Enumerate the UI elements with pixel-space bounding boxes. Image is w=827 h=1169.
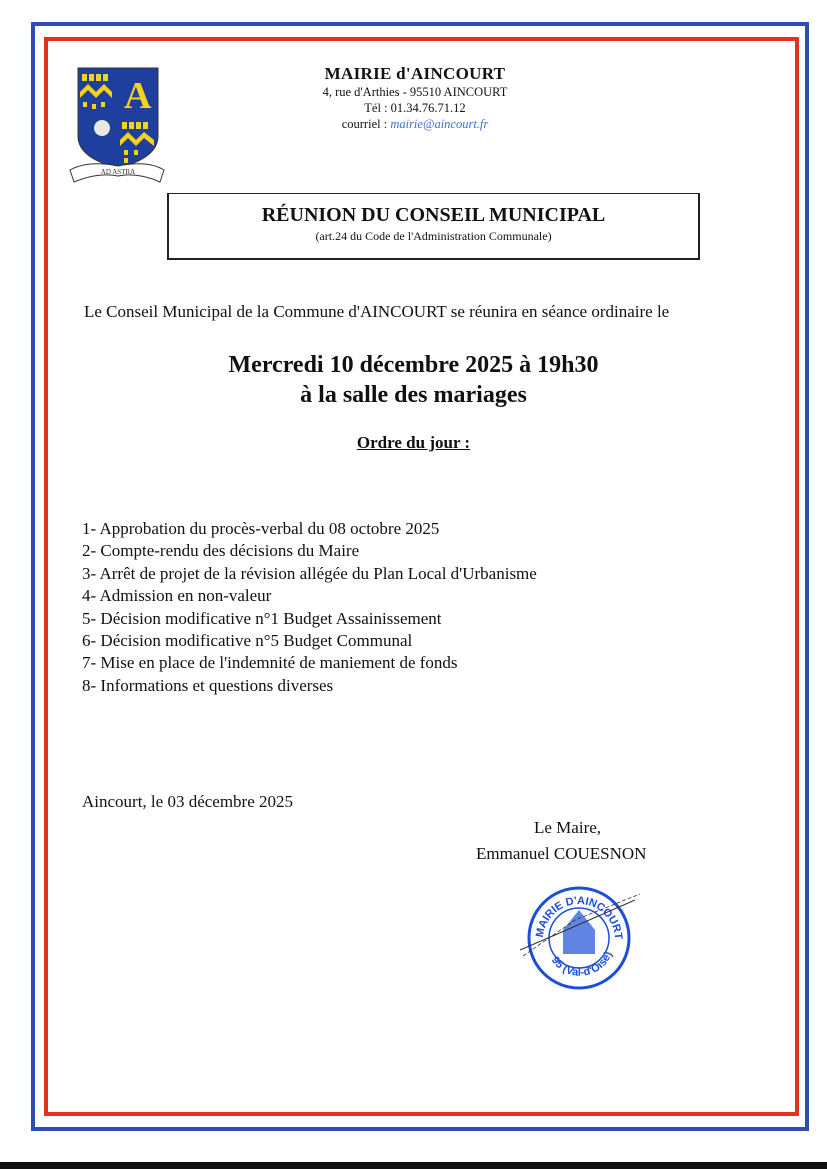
document-title: RÉUNION DU CONSEIL MUNICIPAL: [261, 204, 606, 226]
official-stamp: [515, 880, 640, 990]
agenda-list: [82, 518, 537, 697]
signature-block: [476, 815, 646, 867]
municipal-crest-logo: [68, 66, 166, 186]
agenda-item: 1- Approbation du procès-verbal du 08 octobre 2025: [82, 519, 440, 538]
address: 4, rue d'Arthies - 95510 AINCOURT: [322, 85, 508, 99]
title-box: [167, 193, 700, 260]
svg-text:95 (Val-d'Oise): 95 (Val-d'Oise): [548, 949, 615, 979]
document-subtitle: (art.24 du Code de l'Administration Communale): [315, 229, 552, 243]
svg-text:A: A: [124, 75, 152, 117]
phone: Tél : 01.34.76.71.12: [364, 101, 466, 115]
agenda-item: 6- Décision modificative n°5 Budget Communal: [82, 631, 413, 651]
signatory-name: Emmanuel COUESNON: [476, 844, 647, 863]
meeting-info: [0, 350, 827, 410]
meeting-location: à la salle des mariages: [300, 382, 527, 408]
email-label: courriel :: [341, 117, 391, 131]
agenda-item: 4- Admission en non-valeur: [82, 586, 272, 606]
svg-text:MAIRIE D'AINCOURT: MAIRIE D'AINCOURT: [533, 894, 625, 940]
meeting-date-time: Mercredi 10 décembre 2025 à 19h30: [228, 352, 599, 378]
agenda-item: 3- Arrêt de projet de la révision allégée du Plan Local d'Urbanisme: [82, 563, 537, 583]
organization-name: MAIRIE d'AINCOURT: [324, 64, 506, 83]
agenda-item: 2- Compte-rendu des décisions du Maire: [82, 541, 360, 561]
crest-motto: AD ASTRA: [100, 168, 136, 176]
email-link[interactable]: mairie@aincourt.fr: [390, 117, 489, 131]
place-and-date: Aincourt, le 03 décembre 2025: [82, 792, 294, 811]
agenda-item: 5- Décision modificative n°1 Budget Assainissement: [82, 608, 442, 628]
signatory-role: Le Maire,: [534, 818, 602, 837]
letterhead: [260, 64, 570, 132]
intro-text: Le Conseil Municipal de la Commune d'AINCOURT se réunira en séance ordinaire le: [84, 302, 670, 321]
agenda-item: 7- Mise en place de l'indemnité de maniement de fonds: [82, 653, 458, 673]
agenda-item: 8- Informations et questions diverses: [82, 675, 334, 695]
scan-edge: [0, 1162, 827, 1169]
agenda-heading: Ordre du jour :: [356, 433, 471, 452]
